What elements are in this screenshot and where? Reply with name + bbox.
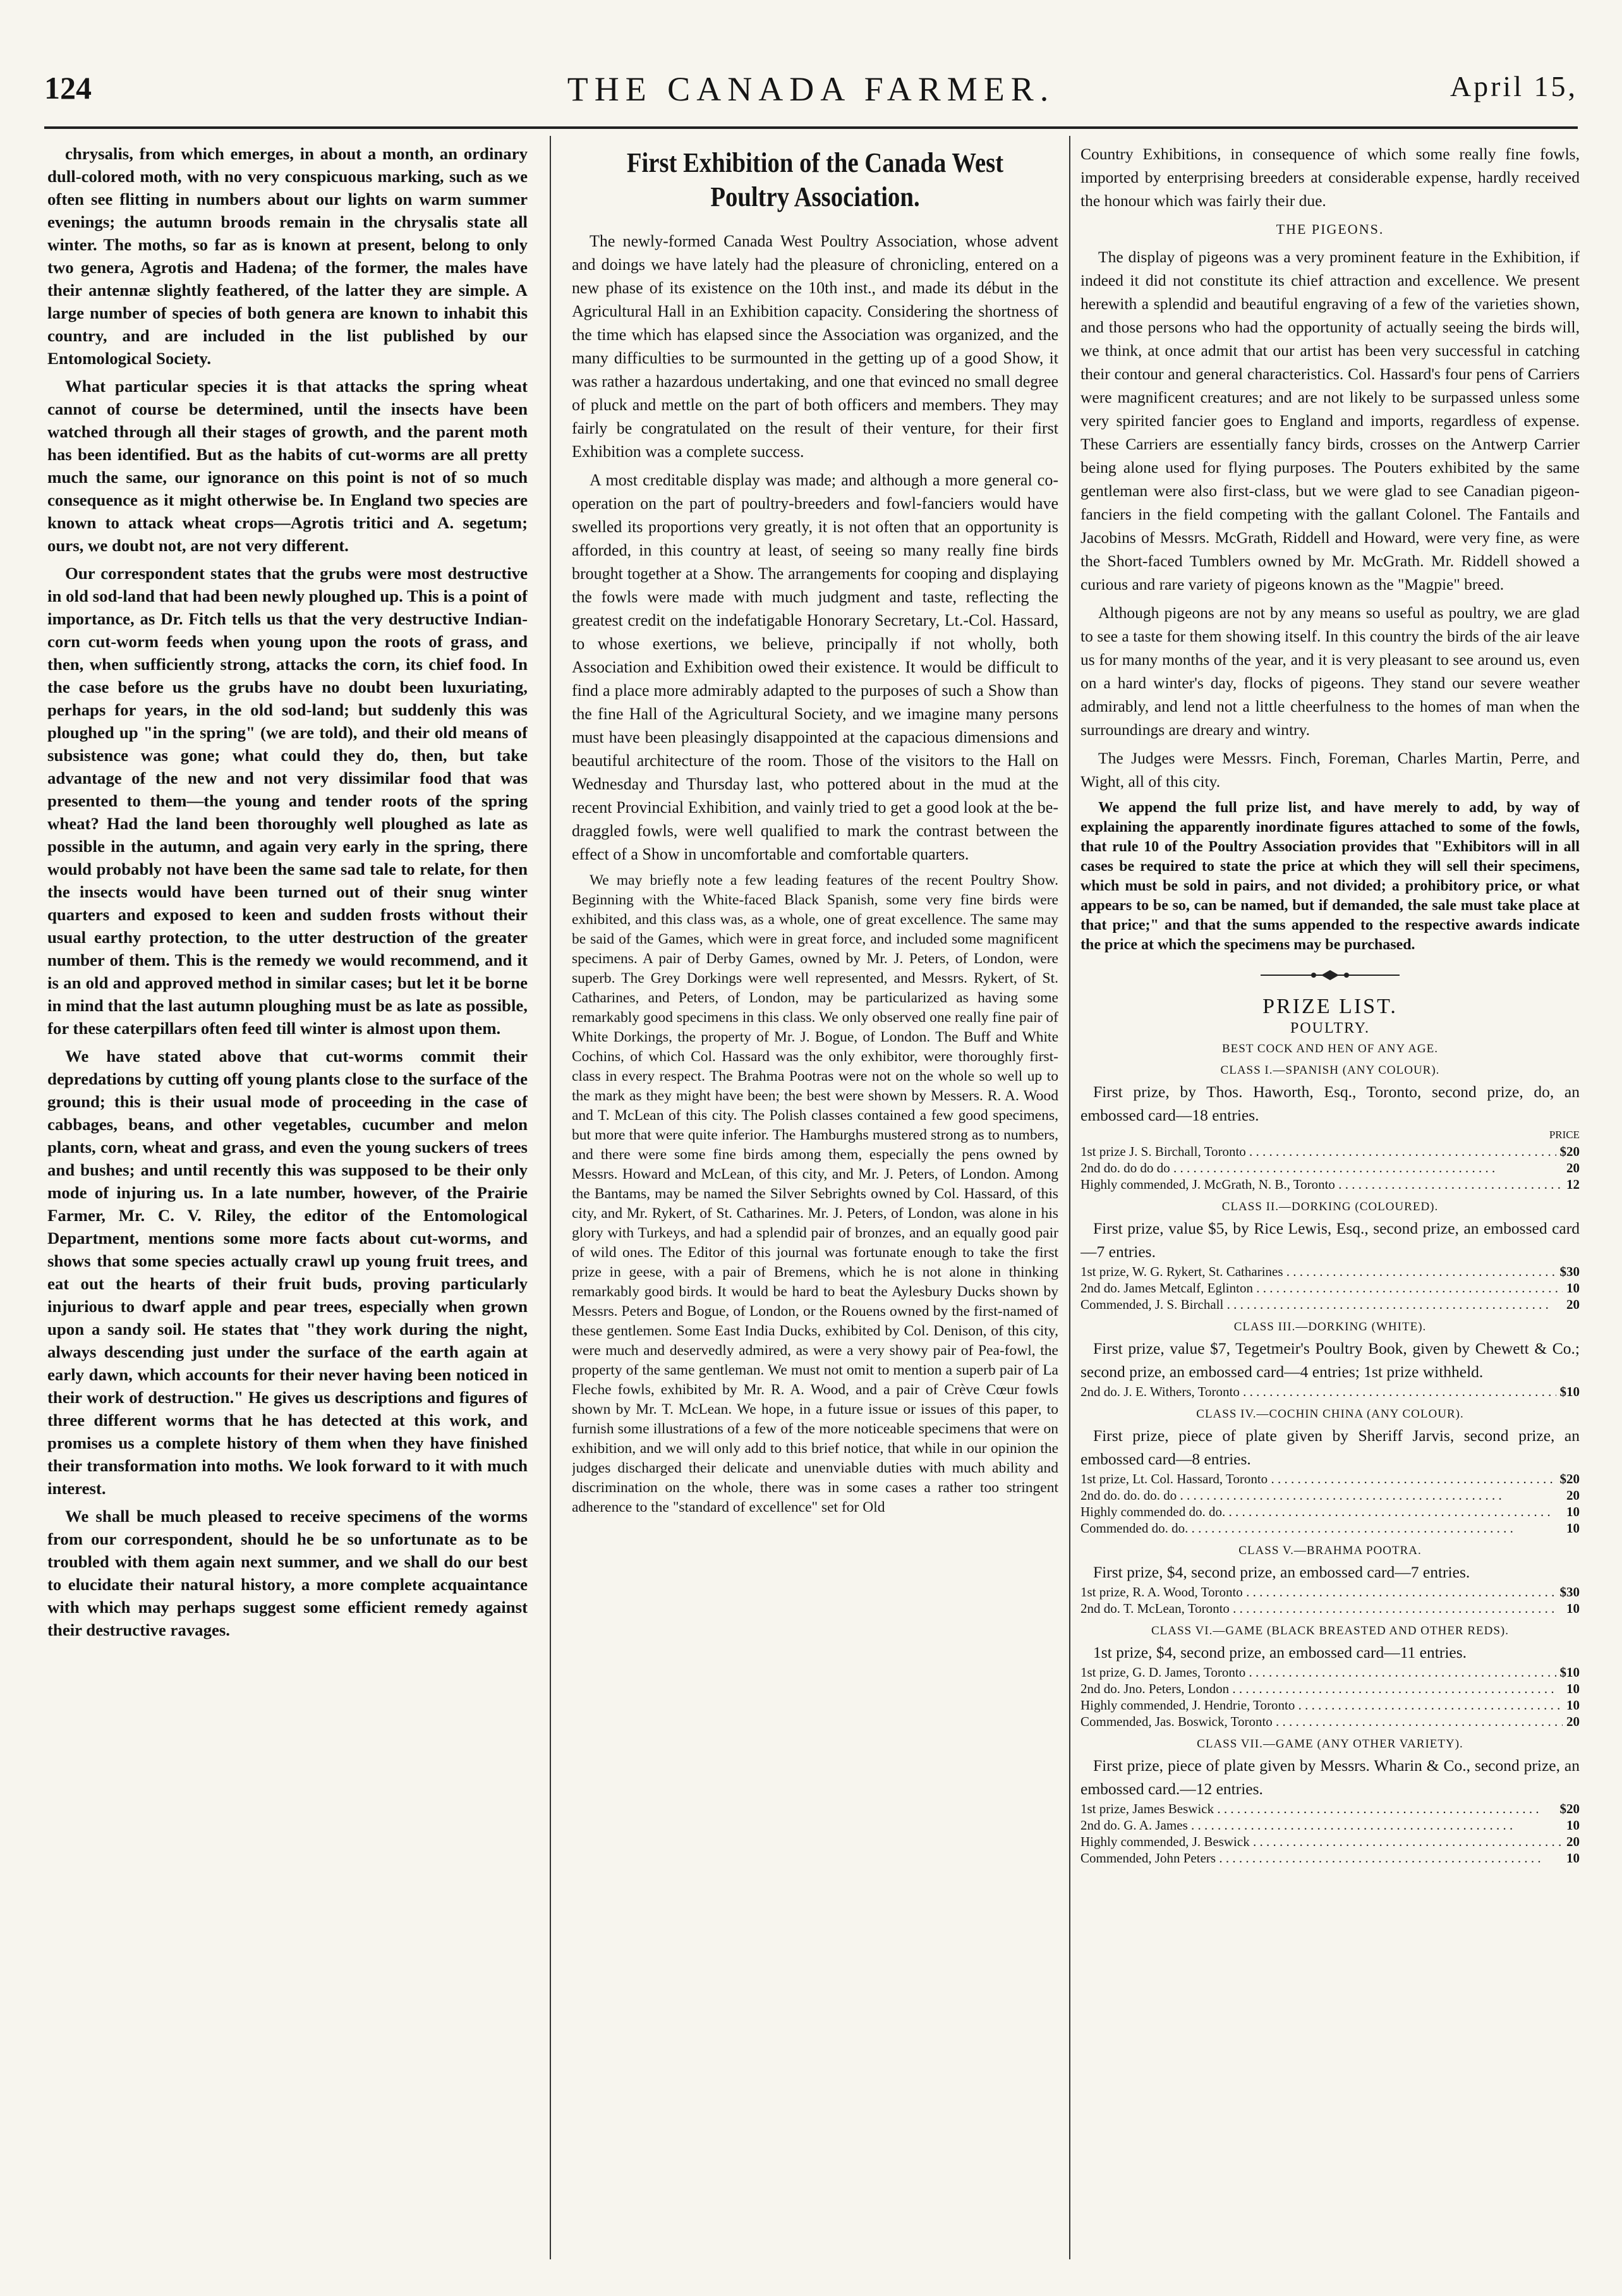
prize-entry <box>1080 1160 1580 1176</box>
entry-name: 2nd do. do do do . . . <box>1080 1160 1563 1176</box>
paragraph: We shall be much pleased to receive specimens of the worms from our correspondent, should he be so unfortunate as to be troubled with them again next summer, and we shall do our best to elucidate their natural history, a more complete acquaintance with which may perhaps suggest some efficient remedy against their destructive ravages. <box>47 1507 528 1639</box>
entry-price: 10 <box>1566 1280 1580 1296</box>
entry-price: $20 <box>1559 1801 1580 1816</box>
prize-entry <box>1080 1280 1580 1296</box>
entry-name: Highly commended, J. McGrath, N. B., Toronto . . . <box>1080 1176 1563 1193</box>
column-cut-worms <box>47 142 528 2253</box>
prize-entry <box>1080 1296 1580 1313</box>
entry-name: 2nd do. James Metcalf, Eglinton . . . <box>1080 1280 1563 1296</box>
class-heading: CLASS VII.—GAME (ANY OTHER VARIETY). <box>1197 1737 1463 1751</box>
paragraph: We may briefly note a few leading features of the recent Poultry Show. Beginning with the White-faced Black Spanish, some very fine birds were exhibited, and this class was, as a whole, one of great excellence. The same may be said of the Games, which were in great force, and included some magnificent specimens. A pair of Derby Games, owned by Mr. J. Peters, of London, were superb. The Grey Dorkings were well represented, and Messrs. Rykert, of St. Catharines, and Peters, of London, may be particularized as having some remarkably good specimens in this class. We only observed one really fine pair of White Dorkings, the property of Mr. J. Bogue, of London. The Buff and White Cochins, of which Col. Hassard was the only exhibitor, were thoroughly first-class in every respect. The Brahma Pootras were not on the whole so well up to the mark as they might have been; the best were shown by Messers. R. A. Wood and T. McLean of this city. The Polish classes contained a few good specimens, but more that were quite inferior. The Hamburghs mustered strong as to numbers, and there were some fine birds among them, especially the pens owned by Messrs. Howard and McLean, of this city, and Mr. J. Peters, of London. Among the Bantams, may be named the Silver Sebrights owned by Col. Hassard, of this city, and Mr. Rykert, of St. Catharines. Mr. J. Peters, of London, was alone in his glory with Turkeys, and had a splendid pair of bronzes, and an equally good pair of wild ones. The Editor of this journal was fortunate enough to take the first prize in geese, with a pair of Bremens, which he is not alone in thinking remarkably good birds. It would be hard to beat the Aylesbury Ducks shown by Messrs. Peters and Bogue, of London, or the Rouens owned by the first-named of these gentlemen. Some East India Ducks, exhibited by Col. Denison, of this city, were much and deservedly admired, as were a very showy pair of Pea-fowl, the property of the same gentleman. We must not omit to mention a superb pair of La Fleche fowls, exhibited by Mr. R. A. Wood, and a pair of Crève Cœur fowls shown by Mr. T. McLean. We hope, in a future issue or issues of this paper, to furnish some illustrations of a few of the more noticeable specimens that were on exhibition, and we will only add to this brief notice, that while in our opinion the judges discharged their delicate and unenviable duties with much ability and discrimination on the whole, there was in some cases a rather too stringent adherence to the "standard of excellence" set for Old <box>572 872 1058 1515</box>
prize-class <box>1080 1737 1580 1866</box>
masthead-rule <box>44 126 1578 129</box>
class-description: First prize, by Thos. Haworth, Esq., Toronto, second prize, do, an embossed card—18 entries. <box>1080 1083 1580 1124</box>
newspaper-title: THE CANADA FARMER. <box>567 70 1055 108</box>
class-heading: CLASS VI.—GAME (BLACK BREASTED AND OTHER REDS). <box>1151 1624 1509 1637</box>
prize-entry <box>1080 1697 1580 1713</box>
prize-class <box>1080 1407 1580 1536</box>
paragraph: chrysalis, from which emerges, in about a month, an ordinary dull-colored moth, with no very conspicuous marking, such as we often see flitting in numbers about our lights on warm summer evenings; the autumn broods remain in the chrysalis state all winter. The moths, so far as is known at present, belong to only two genera, Agrotis and Hadena; of the former, the males have their antennæ slightly feathered, of the latter they are simple. A large number of species of both genera are known to inhabit this country, and are included in the list published by our Entomological Society. <box>47 144 528 368</box>
entry-name: 2nd do. T. McLean, Toronto . . . <box>1080 1600 1563 1617</box>
prize-entry <box>1080 1503 1580 1520</box>
entry-name: 2nd do. J. E. Withers, Toronto . . . <box>1080 1383 1556 1400</box>
entry-name: Commended do. do. . . . <box>1080 1520 1563 1536</box>
entry-name: 1st prize, W. G. Rykert, St. Catharines . . . <box>1080 1263 1556 1280</box>
paragraph: We have stated above that cut-worms commit their depredations by cutting off young plants close to the surface of the ground; this is their usual mode of proceeding in the case of cabbages, beans, and other vegetables, cucumber and melon plants, corn, wheat and grass, and even the young suckers of trees and bushes; and until recently this was supposed to be their only mode of injuring us. In a late number, however, of the Prairie Farmer, Mr. C. V. Riley, the editor of the Entomological Department, mentions some more facts about cut-worms, and shows that some species actually crawl up young fruit trees, and eat out the hearts of their fruit buds, proving particularly injurious to dwarf apple and pear trees, especially when grown upon a sandy soil. He states that "they work during the night, always descending just under the surface of the earth again at early dawn, which accounts for their never having been noticed in their work of destruction." He gives us descriptions and figures of three different worms that he has detected at this work, and promises us a complete history of them when they have finished their transformation into moths. We look forward to it with much interest. <box>47 1047 528 1498</box>
masthead <box>44 70 1578 114</box>
prize-class <box>1080 1320 1580 1400</box>
entry-price: 10 <box>1566 1681 1580 1696</box>
entry-price: $30 <box>1559 1264 1580 1279</box>
paragraph: The newly-formed Canada West Poultry Association, whose advent and doings we have lately had the pleasure of chronicling, entered on a new phase of its existence on the 10th inst., and made its début in the Agricultural Hall in an Exhibition capacity. Considering the shortness of the time which has elapsed since the Association was organized, and the many difficulties to be surmounted in the getting up of a good Show, it was rather a hazardous undertaking, and one that evinced no small degree of pluck and mettle on the part of both officers and members. They may fairly be congratulated on the result of their venture, for their first Exhibition was a complete success. <box>572 232 1058 461</box>
class-heading: CLASS V.—BRAHMA POOTRA. <box>1238 1544 1422 1557</box>
prize-list-title: PRIZE LIST. <box>1262 995 1398 1018</box>
price-header <box>1080 1127 1580 1143</box>
entry-price: 10 <box>1566 1521 1580 1536</box>
prize-entry <box>1080 1487 1580 1503</box>
article-headline: First Exhibition of the Canada West Poultry Association. <box>626 147 1004 212</box>
prize-entry <box>1080 1263 1580 1280</box>
entry-name: Commended, Jas. Boswick, Toronto . . . <box>1080 1713 1563 1730</box>
class-description: First prize, piece of plate given by Sheriff Jarvis, second prize, an embossed card—8 entries. <box>1080 1426 1580 1468</box>
column-poultry-exhibition <box>572 142 1058 2253</box>
entry-price: 20 <box>1566 1834 1580 1849</box>
prize-entry <box>1080 1850 1580 1866</box>
prize-entry <box>1080 1176 1580 1193</box>
prize-entry <box>1080 1143 1580 1160</box>
issue-date: April 15, <box>1450 70 1578 102</box>
column-divider <box>550 136 551 2259</box>
class-heading: CLASS I.—SPANISH (ANY COLOUR). <box>1220 1064 1440 1077</box>
prize-entry <box>1080 1713 1580 1730</box>
entry-name: 2nd do. Jno. Peters, London . . . <box>1080 1680 1563 1697</box>
class-description: First prize, value $5, by Rice Lewis, Esq., second prize, an embossed card—7 entries. <box>1080 1219 1580 1261</box>
paragraph: A most creditable display was made; and although a more general co-operation on the part of poultry-breeders and fowl-fanciers would have swelled its proportions very greatly, it is not often that an opportunity is afforded, in this country at least, of seeing so many really fine birds brought together at a Show. The arrangements for cooping and displaying the fowls were made with much judgment and taste, reflecting the greatest credit on the indefatigable Honorary Secretary, Lt.-Col. Hassard, to whose exertions, we believe, principally if not wholly, both Association and Exhibition owed their existence. It would be difficult to find a place more admirably adapted to the purposes of such a Show than the fine Hall of the Agricultural Society, and we imagine many persons must have been pleasingly disappointed at the capacious dimensions and beautiful architecture of the room. Those of the visitors to the Hall on Wednesday and Thursday last, who pottered about in the mud at the recent Provincial Exhibition, and vainly tried to get a good look at the be-draggled fowls, were well qualified to mark the contrast between the effect of a Show in uncomfortable and comfortable quarters. <box>572 471 1058 863</box>
entry-name: Highly commended, J. Hendrie, Toronto . . . <box>1080 1697 1563 1713</box>
prize-list-section: BEST COCK AND HEN OF ANY AGE. <box>1221 1042 1438 1055</box>
ornament-rule-icon <box>1261 969 1400 981</box>
class-description: First prize, piece of plate given by Messrs. Wharin & Co., second prize, an embossed card.—12 entries. <box>1080 1756 1580 1798</box>
prize-entry <box>1080 1664 1580 1680</box>
prize-entry <box>1080 1833 1580 1850</box>
prize-entry <box>1080 1680 1580 1697</box>
prize-list-subtitle: POULTRY. <box>1290 1020 1371 1036</box>
paragraph: Country Exhibitions, in consequence of which some really fine fowls, imported by enterprising breeders at considerable expense, hardly received the honour which was fairly their due. <box>1080 145 1580 210</box>
price-label: PRICE <box>1549 1129 1580 1141</box>
entry-price: 10 <box>1566 1504 1580 1519</box>
entry-price: $20 <box>1559 1144 1580 1159</box>
paragraph: The Judges were Messrs. Finch, Foreman, Charles Martin, Perre, and Wight, all of this city. <box>1080 749 1580 791</box>
entry-name: 1st prize, R. A. Wood, Toronto . . . <box>1080 1584 1556 1600</box>
entry-price: 10 <box>1566 1698 1580 1713</box>
prize-entry <box>1080 1600 1580 1617</box>
paragraph: What particular species it is that attacks the spring wheat cannot of course be determined, until the insects have been watched through all their stages of growth, and the parent moth has been identified. But as the habits of cut-worms are all pretty much the same, our ignorance on this point is not of so much consequence as it might otherwise be. In England two species are known to attack wheat crops—Agrotis tritici and A. segetum; ours, we doubt not, are not very different. <box>47 377 528 555</box>
class-description: 1st prize, $4, second prize, an embossed card—11 entries. <box>1093 1643 1467 1661</box>
paragraph: Although pigeons are not by any means so useful as poultry, we are glad to see a taste for them showing itself. In this country the birds of the air leave us for many months of the year, and it is very pleasant to see around us, even on a hard winter's day, flocks of pigeons. They stand our severe weather admirably, and lend not a little cheerfulness to the homes of man when the surroundings are dreary and wintry. <box>1080 604 1580 739</box>
entry-price: $30 <box>1559 1584 1580 1600</box>
entry-price: 12 <box>1566 1177 1580 1192</box>
section-heading-pigeons: THE PIGEONS. <box>1276 221 1384 237</box>
entry-price: 10 <box>1566 1818 1580 1833</box>
entry-price: 10 <box>1566 1850 1580 1866</box>
class-description: First prize, value $7, Tegetmeir's Poultry Book, given by Chewett & Co.; second prize, an embossed card—4 entries; 1st prize withheld. <box>1080 1339 1580 1381</box>
entry-name: 1st prize J. S. Birchall, Toronto . . . <box>1080 1143 1556 1160</box>
class-heading: CLASS IV.—COCHIN CHINA (ANY COLOUR). <box>1196 1407 1464 1421</box>
entry-name: 2nd do. do. do. do . . . <box>1080 1487 1563 1503</box>
prize-class <box>1080 1624 1580 1730</box>
prize-class <box>1080 1544 1580 1617</box>
page-number: 124 <box>44 70 92 106</box>
class-heading: CLASS II.—DORKING (COLOURED). <box>1221 1200 1439 1213</box>
column-pigeons-prize-list <box>1080 142 1580 2253</box>
entry-price: 20 <box>1566 1714 1580 1729</box>
prize-entry <box>1080 1383 1580 1400</box>
prize-entry <box>1080 1817 1580 1833</box>
class-heading: CLASS III.—DORKING (WHITE). <box>1233 1320 1427 1333</box>
entry-price: 20 <box>1566 1297 1580 1312</box>
entry-price: $10 <box>1559 1384 1580 1399</box>
prize-class <box>1080 1064 1580 1193</box>
prize-entry <box>1080 1801 1580 1817</box>
paragraph: The display of pigeons was a very prominent feature in the Exhibition, if indeed it did not constitute its chief attraction and excellence. We present herewith a splendid and beautiful engraving of a few of the varieties shown, and those persons who had the opportunity of actually seeing the birds will, we think, at once admit that our artist has been very successful in catching their contour and general characteristics. Col. Hassard's four pens of Carriers were magnificent creatures; and are not likely to be surpassed unless some very spirited fancier goes to England and imports, regardless of expense. These Carriers are essentially fancy birds, crosses on the Antwerp Carrier being alone used for flying purposes. The Pouters exhibited by the same gentleman were also first-class, but we were glad to see Canadian pigeon-fanciers in the field competing with the gallant Colonel. The Fantails and Jacobins of Messrs. McGrath, Riddell and Howard, were very fine, as were the Short-faced Tumblers owned by Mr. McGrath. Mr. Riddell showed a curious and rare variety of pigeons known as the "Magpie" breed. <box>1080 248 1580 593</box>
class-description: First prize, $4, second prize, an embossed card—7 entries. <box>1093 1563 1470 1581</box>
entry-name: Highly commended, J. Beswick . . . <box>1080 1833 1563 1850</box>
prize-class <box>1080 1200 1580 1313</box>
paragraph: Our correspondent states that the grubs were most destructive in old sod-land that had been newly ploughed up. This is a point of importance, as Dr. Fitch tells us that the very destructive Indian-corn cut-worm feeds when young upon the roots of grass, and then, when sufficiently strong, attacks the corn, its chief food. In the case before us the grubs have no doubt been luxuriating, perhaps for years, in the old sod-land; but suddenly this was ploughed up "in the spring" (we are told), and their old means of subsistence was gone; what could they do, then, but take advantage of the new and not very dissimilar food that was presented to them—the young and tender roots of the spring wheat? Had the land been thoroughly well ploughed as late as possible in the autumn, and again very early in the spring, there would probably not have been the same sad tale to relate, for then the insects would have been turned out of their snug winter quarters and exposed to keen and sudden frosts without their usual earthy protection, to the utter destruction of the greater number of them. This is the remedy we would recommend, and it is an old and approved method in similar cases; but let it be borne in mind that the last autumn ploughing must be as late as possible, for these caterpillars often feed till winter is almost upon them. <box>47 564 528 1038</box>
entry-name: 2nd do. G. A. James . . . <box>1080 1817 1563 1833</box>
entry-name: 1st prize, Lt. Col. Hassard, Toronto . . . <box>1080 1471 1556 1487</box>
prize-entry <box>1080 1584 1580 1600</box>
entry-name: 1st prize, James Beswick . . . <box>1080 1801 1556 1817</box>
column-divider <box>1069 136 1070 2259</box>
ornament-divider <box>1080 969 1580 985</box>
entry-price: 10 <box>1566 1601 1580 1616</box>
entry-price: 20 <box>1566 1160 1580 1175</box>
paragraph: We append the full prize list, and have merely to add, by way of explaining the apparently inordinate figures attached to some of the fowls, that rule 10 of the Poultry Association provides that "Exhibitors will in all cases be required to state the price at which they will sell their specimens, which must be sold in pairs, and not divided; a prohibitory price, or what appears to be so, can be named, but if demanded, the sale must take place at that price;" and that the sums appended to the respective awards indicate the price at which the specimens may be purchased. <box>1080 799 1580 953</box>
entry-name: 1st prize, G. D. James, Toronto . . . <box>1080 1664 1556 1680</box>
entry-price: $20 <box>1559 1471 1580 1486</box>
entry-price: $10 <box>1559 1665 1580 1680</box>
entry-price: 20 <box>1566 1488 1580 1503</box>
entry-name: Commended, John Peters . . . <box>1080 1850 1563 1866</box>
prize-entry <box>1080 1520 1580 1536</box>
prize-entry <box>1080 1471 1580 1487</box>
entry-name: Commended, J. S. Birchall . . . <box>1080 1296 1563 1313</box>
entry-name: Highly commended do. do. . . . <box>1080 1503 1563 1520</box>
